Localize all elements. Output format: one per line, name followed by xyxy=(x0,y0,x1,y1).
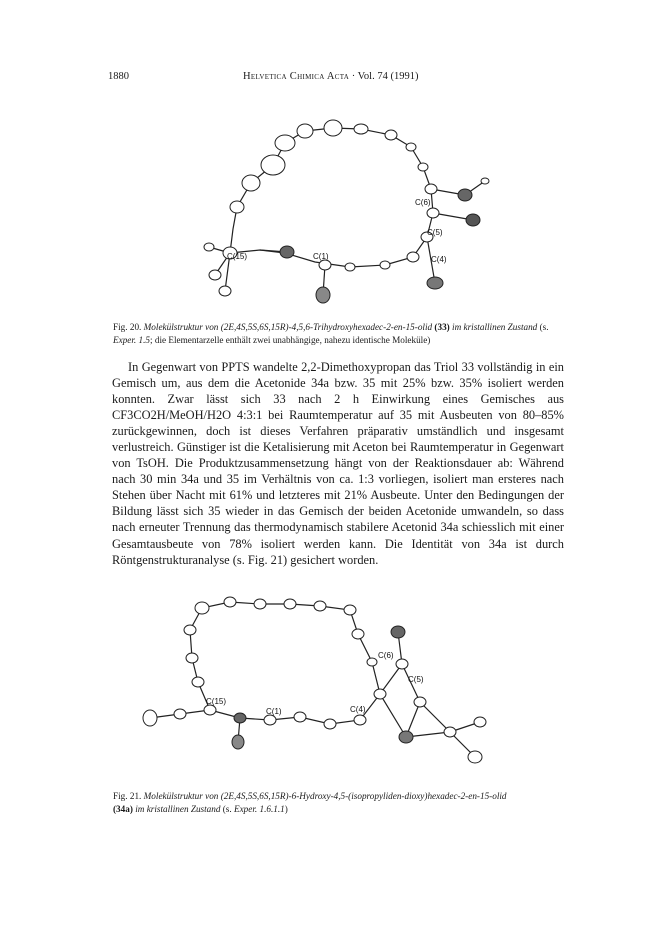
caption-tail: ) xyxy=(284,803,288,814)
caption-title: Molekülstruktur von (2E,4S,5S,6S,15R)-4,5,6-Trihydroxyhexadec-2-en-15-olid xyxy=(143,322,433,332)
atom-label: C(4) xyxy=(431,255,447,264)
caption-compound: (33) xyxy=(434,322,450,332)
figure-21-caption xyxy=(113,790,513,815)
caption-prefix: Fig. 21. xyxy=(113,791,142,801)
caption-ref: Exper. 1.6.1.1 xyxy=(233,803,285,814)
journal-title: Helvetica Chimica Acta xyxy=(243,71,350,82)
body-text xyxy=(112,359,564,568)
caption-title: Molekülstruktur von (2E,4S,5S,6S,15R)-6-Hydroxy-4,5-(isopropyliden-dioxy)hexadec-2-en-15-olid xyxy=(143,791,507,801)
atom-label: C(15) xyxy=(206,697,227,706)
caption-state: im kristallinen Zustand xyxy=(452,322,538,332)
atom-label: C(5) xyxy=(408,675,424,684)
caption-ref: Exper. 1.5 xyxy=(113,334,150,345)
figure-20-caption xyxy=(113,321,565,346)
atom-label: C(6) xyxy=(378,651,394,660)
atom-label: C(6) xyxy=(415,198,431,207)
paragraph: In Gegenwart von PPTS wandelte 2,2-Dimethoxypropan das Triol 33 vollständig in ein Gemisch um, aus dem die Acetonide 34a bzw. 35 mit 25% bzw. 35% isoliert werden konnten. Zwar lässt sich 33 nach 2 h Einwirkung eines Gemisches aus CF3CO2H/MeOH/H2O 4:3:1 bei Raumtemperatur auf 35 mit Ausbeuten von 80–85% zurückgewinnen, doch ist dieses Verfahren präparativ umständlich und insgesamt verlustreich. Günstiger ist die Ketalisierung mit Aceton bei Raumtemperatur in Gegenwart von TsOH. Die Produktzusammensetzung hängt von der Reaktionsdauer ab: Während nach 30 min 34a und 35 im Verhältnis von ca. 1:3 vorliegen, isoliert man ersteres nach Stehen über Nacht mit 61% und letzteres mit 21% Ausbeute. Unter den Bedingungen der Bildung lässt sich 35 wieder in das Gemisch der beiden Acetonide umwandeln, so dass nach erneuter Trennung das thermodynamisch stabilere Acetonid 34a schiesslich mit einer Gesamtausbeute von 78% isoliert werden kann. Die Identität von 34a ist durch Röntgenstrukturanalyse (s. Fig. 21) gesichert worden. xyxy=(112,360,564,567)
caption-ref-open: (s. xyxy=(539,322,549,332)
journal-volume: · Vol. 74 (1991) xyxy=(351,71,419,82)
page-number: 1880 xyxy=(108,71,129,82)
atom-label: C(5) xyxy=(427,228,443,237)
figure-20-ortep xyxy=(165,95,505,310)
caption-state: im kristallinen Zustand xyxy=(135,803,221,814)
atom-label: C(4) xyxy=(350,705,366,714)
figure-21-drawing xyxy=(110,582,530,782)
caption-prefix: Fig. 20. xyxy=(113,322,142,332)
atoms xyxy=(204,120,489,303)
atom-label: C(15) xyxy=(227,252,248,261)
figure-21-ortep xyxy=(110,582,530,782)
caption-tail: ; die Elementarzelle enthält zwei unabhängige, nahezu identische Moleküle) xyxy=(150,334,431,345)
atom-label: C(1) xyxy=(266,707,282,716)
caption-ref-open: (s. xyxy=(222,803,232,814)
caption-compound: (34a) xyxy=(113,803,133,814)
figure-20-drawing xyxy=(165,95,505,310)
atom-label: C(1) xyxy=(313,252,329,261)
running-title xyxy=(243,71,418,82)
